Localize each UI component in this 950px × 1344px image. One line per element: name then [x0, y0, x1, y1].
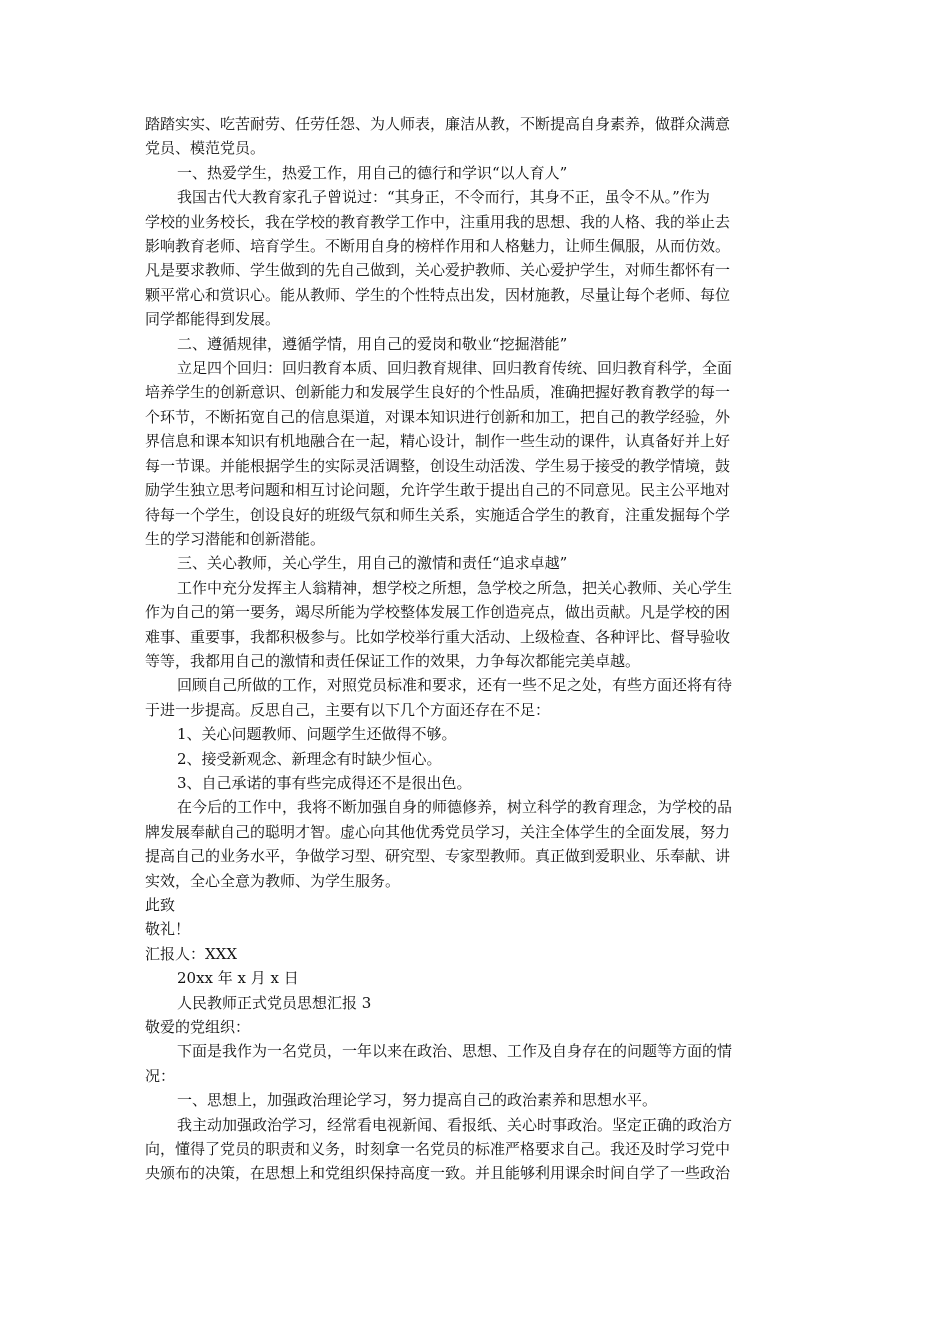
text-line: 实效，全心全意为教师、为学生服务。	[145, 871, 401, 890]
text-line: 立足四个回归：回归教育本质、回归教育规律、回归教育传统、回归教育科学，全面	[177, 359, 733, 378]
text-line: 一、热爱学生，热爱工作，用自己的德行和学识“以人育人”	[177, 163, 568, 182]
text-line: 踏踏实实、吃苦耐劳、任劳任怨、为人师表，廉洁从教，不断提高自身素养，做群众满意	[145, 115, 731, 133]
text-line: 难事、重要事，我都积极参与。比如学校举行重大活动、上级检查、各种评比、督导验收	[145, 627, 731, 646]
text-line: 影响教育老师、培育学生。不断用自身的榜样作用和人格魅力，让师生佩服，从而仿效。	[145, 237, 731, 256]
text-line: 同学都能得到发展。	[145, 310, 281, 329]
text-line: 界信息和课本知识有机地融合在一起，精心设计，制作一些生动的课件，认真备好并上好	[145, 432, 731, 451]
text-line: 况：	[145, 1066, 176, 1085]
text-line: 向，懂得了党员的职责和义务，时刻拿一名党员的标准严格要求自己。我还及时学习党中	[145, 1140, 731, 1159]
text-line: 于进一步提高。反思自己，主要有以下几个方面还存在不足：	[145, 700, 551, 719]
text-line: 一、思想上，加强政治理论学习，努力提高自己的政治素养和思想水平。	[177, 1091, 658, 1110]
text-line: 回顾自己所做的工作，对照党员标准和要求，还有一些不足之处，有些方面还将有待	[177, 676, 733, 695]
text-line: 作为自己的第一要务，竭尽所能为学校整体发展工作创造亮点，做出贡献。凡是学校的困	[145, 603, 731, 622]
text-line: 励学生独立思考问题和相互讨论问题，允许学生敢于提出自己的不同意见。民主公平地对	[145, 481, 731, 500]
text-line: 此致	[145, 896, 176, 914]
text-line: 1、关心问题教师、问题学生还做得不够。	[177, 725, 457, 744]
text-line: 敬礼！	[145, 920, 191, 939]
text-line: 颗平常心和赏识心。能从教师、学生的个性特点出发，因材施教，尽量让每个老师、每位	[145, 285, 731, 304]
text-line: 牌发展奉献自己的聪明才智。虚心向其他优秀党员学习，关注全体学生的全面发展，努力	[145, 822, 731, 841]
text-line: 敬爱的党组织：	[145, 1018, 251, 1037]
text-line: 培养学生的创新意识、创新能力和发展学生良好的个性品质，准确把握好教育教学的每一	[145, 383, 731, 402]
text-line: 二、遵循规律，遵循学情，用自己的爱岗和敬业“挖掘潜能”	[177, 334, 568, 353]
text-line: 提高自己的业务水平，争做学习型、研究型、专家型教师。真正做到爱职业、乐奉献、讲	[145, 847, 731, 866]
text-line: 2、接受新观念、新理念有时缺少恒心。	[177, 749, 442, 768]
text-line: 在今后的工作中，我将不断加强自身的师德修养，树立科学的教育理念，为学校的品	[177, 798, 733, 817]
text-line: 学校的业务校长，我在学校的教育教学工作中，注重用我的思想、我的人格、我的举止去	[145, 212, 731, 231]
text-line: 20xx 年 x 月 x 日	[177, 969, 299, 988]
document-body	[145, 112, 810, 1186]
text-line: 下面是我作为一名党员，一年以来在政治、思想、工作及自身存在的问题等方面的情	[177, 1042, 733, 1061]
text-line: 人民教师正式党员思想汇报 3	[177, 993, 372, 1012]
text-line: 等等，我都用自己的激情和责任保证工作的效果，力争每次都能完美卓越。	[145, 651, 641, 670]
text-line: 待每一个学生，创设良好的班级气氛和师生关系，实施适合学生的教育，注重发掘每个学	[145, 505, 731, 524]
text-line: 我国古代大教育家孔子曾说过：“其身正，不令而行，其身不正，虽令不从。”作为	[177, 188, 710, 207]
text-line: 三、关心教师，关心学生，用自己的激情和责任“追求卓越”	[177, 554, 568, 573]
text-line: 个环节，不断拓宽自己的信息渠道，对课本知识进行创新和加工，把自己的教学经验，外	[145, 407, 731, 426]
text-line: 党员、模范党员。	[145, 139, 266, 158]
text-line: 央颁布的决策，在思想上和党组织保持高度一致。并且能够利用课余时间自学了一些政治	[145, 1164, 731, 1183]
text-line: 每一节课。并能根据学生的实际灵活调整，创设生动活泼、学生易于接受的教学情境，鼓	[145, 456, 731, 475]
text-line: 生的学习潜能和创新潜能。	[145, 529, 326, 548]
text-line: 我主动加强政治学习，经常看电视新闻、看报纸、关心时事政治。坚定正确的政治方	[177, 1115, 733, 1134]
text-line: 汇报人：XXX	[145, 944, 238, 963]
text-line: 凡是要求教师、学生做到的先自己做到，关心爱护教师、关心爱护学生，对师生都怀有一	[145, 261, 731, 280]
text-line: 工作中充分发挥主人翁精神，想学校之所想，急学校之所急，把关心教师、关心学生	[177, 578, 733, 597]
text-line: 3、自己承诺的事有些完成得还不是很出色。	[177, 773, 472, 792]
